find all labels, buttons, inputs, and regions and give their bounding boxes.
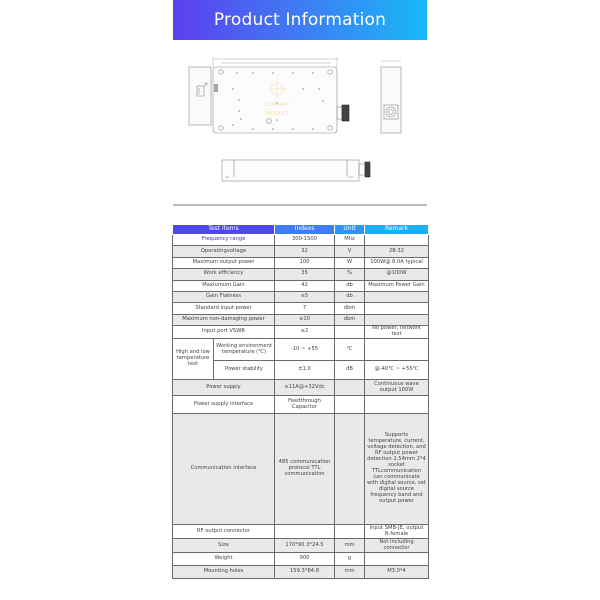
cell-item: Mounting holes [173, 566, 275, 579]
cell-remark: Not including connector [365, 539, 429, 553]
cell-remark: No power, network test [365, 326, 429, 339]
table-row [173, 566, 429, 579]
cell-unit: mm [335, 566, 365, 579]
cell-unit: dB [335, 361, 365, 380]
page-header [173, 0, 427, 40]
cell-remark [365, 235, 429, 246]
cell-item: Maximum non-damaging power [173, 314, 275, 325]
cell-index: 100 [275, 257, 335, 268]
cell-index: ±1.0 [275, 361, 335, 380]
cell-item: Power stability [214, 361, 275, 380]
cell-remark [365, 303, 429, 314]
cell-item: Weight [173, 553, 275, 566]
cell-item: Operatingvoltage [173, 246, 275, 257]
cell-remark: Input SMB-JE, output N female [365, 525, 429, 539]
cell-remark: 100W@ 8.0A typical [365, 257, 429, 268]
cell-item: Communication interface [173, 414, 275, 525]
cell-remark [365, 291, 429, 302]
side-view-left [189, 67, 211, 125]
cell-remark [365, 396, 429, 414]
cell-item: RF output connector [173, 525, 275, 539]
specification-table [172, 224, 429, 579]
table-row [173, 380, 429, 396]
cell-unit [335, 525, 365, 539]
cell-index: ≥11A@+32Vdc [275, 380, 335, 396]
table-row [173, 280, 429, 291]
cell-item: Input port VSWR [173, 326, 275, 339]
cell-remark: Continuous wave output 100W [365, 380, 429, 396]
cell-remark [365, 339, 429, 361]
cell-unit: g [335, 553, 365, 566]
cell-remark [365, 553, 429, 566]
cell-index: 300-1500 [275, 235, 335, 246]
cell-unit: ℃ [335, 339, 365, 361]
column-header-remark: Remark [365, 225, 429, 235]
cell-remark: Maximum Power Gain [365, 280, 429, 291]
table-row [173, 525, 429, 539]
table-row [173, 246, 429, 257]
column-header-test-items: Test items [173, 225, 275, 235]
cell-index: 7 [275, 303, 335, 314]
cell-index: 159.3*84.8 [275, 566, 335, 579]
cell-index: Feedthrough Capacitor [275, 396, 335, 414]
table-row [173, 303, 429, 314]
column-header-indexs: Indexs [275, 225, 335, 235]
cell-item: Work efficiency [173, 269, 275, 280]
table-row [173, 326, 429, 339]
cell-unit: % [335, 269, 365, 280]
cell-unit [335, 380, 365, 396]
cell-remark: M3.0*4 [365, 566, 429, 579]
page-title: Product Information [213, 10, 387, 30]
table-row [173, 539, 429, 553]
table-row [173, 414, 429, 525]
cell-unit [335, 414, 365, 525]
cell-index: 32 [275, 246, 335, 257]
table-header-row [173, 225, 429, 235]
top-view [213, 57, 349, 133]
cell-index: 485 communication protocol TTL communication [275, 414, 335, 525]
table-row [173, 235, 429, 246]
cell-remark: 28-32 [365, 246, 429, 257]
cell-index: 900 [275, 553, 335, 566]
cell-remark [365, 314, 429, 325]
table-row [173, 314, 429, 325]
cell-item: Standard input power [173, 303, 275, 314]
cell-item: Maximum output power [173, 257, 275, 268]
cell-unit: db [335, 291, 365, 302]
cell-unit [335, 396, 365, 414]
cell-item: Power supply [173, 380, 275, 396]
cell-unit: dbm [335, 314, 365, 325]
table-row [173, 339, 429, 361]
cell-index: 170*90.3*24.5 [275, 539, 335, 553]
cell-index: ≤5 [275, 291, 335, 302]
front-profile-view [222, 160, 370, 181]
cell-item: Working environment temperature (℃) [214, 339, 275, 361]
cell-remark: @-40℃ ~ +55℃ [365, 361, 429, 380]
cell-unit: db [335, 280, 365, 291]
column-header-unit: Unit [335, 225, 365, 235]
cell-unit: V [335, 246, 365, 257]
cell-group-label: High and low temperature test [173, 339, 214, 380]
section-divider [173, 204, 427, 206]
cell-index [275, 525, 335, 539]
cell-remark: Supports temperature, current, voltage detection, and RF output power detection 2.54mm 2*4 socket TTLcommunication can communicate with digital source, set digital source frequency band and output power [365, 414, 429, 525]
cell-item: Frequency range [173, 235, 275, 246]
cell-item: Size [173, 539, 275, 553]
product-technical-drawing [173, 45, 427, 195]
cell-unit: dbm [335, 303, 365, 314]
cell-index: 35 [275, 269, 335, 280]
table-row [173, 553, 429, 566]
cell-unit: mm [335, 539, 365, 553]
table-row [173, 257, 429, 268]
cell-unit: Mhz [335, 235, 365, 246]
table-row [173, 396, 429, 414]
cell-item: Gain Flatness [173, 291, 275, 302]
table-row [173, 291, 429, 302]
table-row [173, 269, 429, 280]
cell-index: -10 ~ +55 [275, 339, 335, 361]
cell-item: Maxiumum Gain [173, 280, 275, 291]
side-view-right [381, 61, 401, 133]
cell-unit [335, 326, 365, 339]
cell-index: ≤2 [275, 326, 335, 339]
svg-text:PRODUCT: PRODUCT [264, 111, 290, 117]
cell-index: ≤10 [275, 314, 335, 325]
cell-remark: @100W [365, 269, 429, 280]
cell-unit: W [335, 257, 365, 268]
cell-index: 42 [275, 280, 335, 291]
cell-item: Power supply interface [173, 396, 275, 414]
svg-text:COMPANY: COMPANY [264, 102, 290, 108]
